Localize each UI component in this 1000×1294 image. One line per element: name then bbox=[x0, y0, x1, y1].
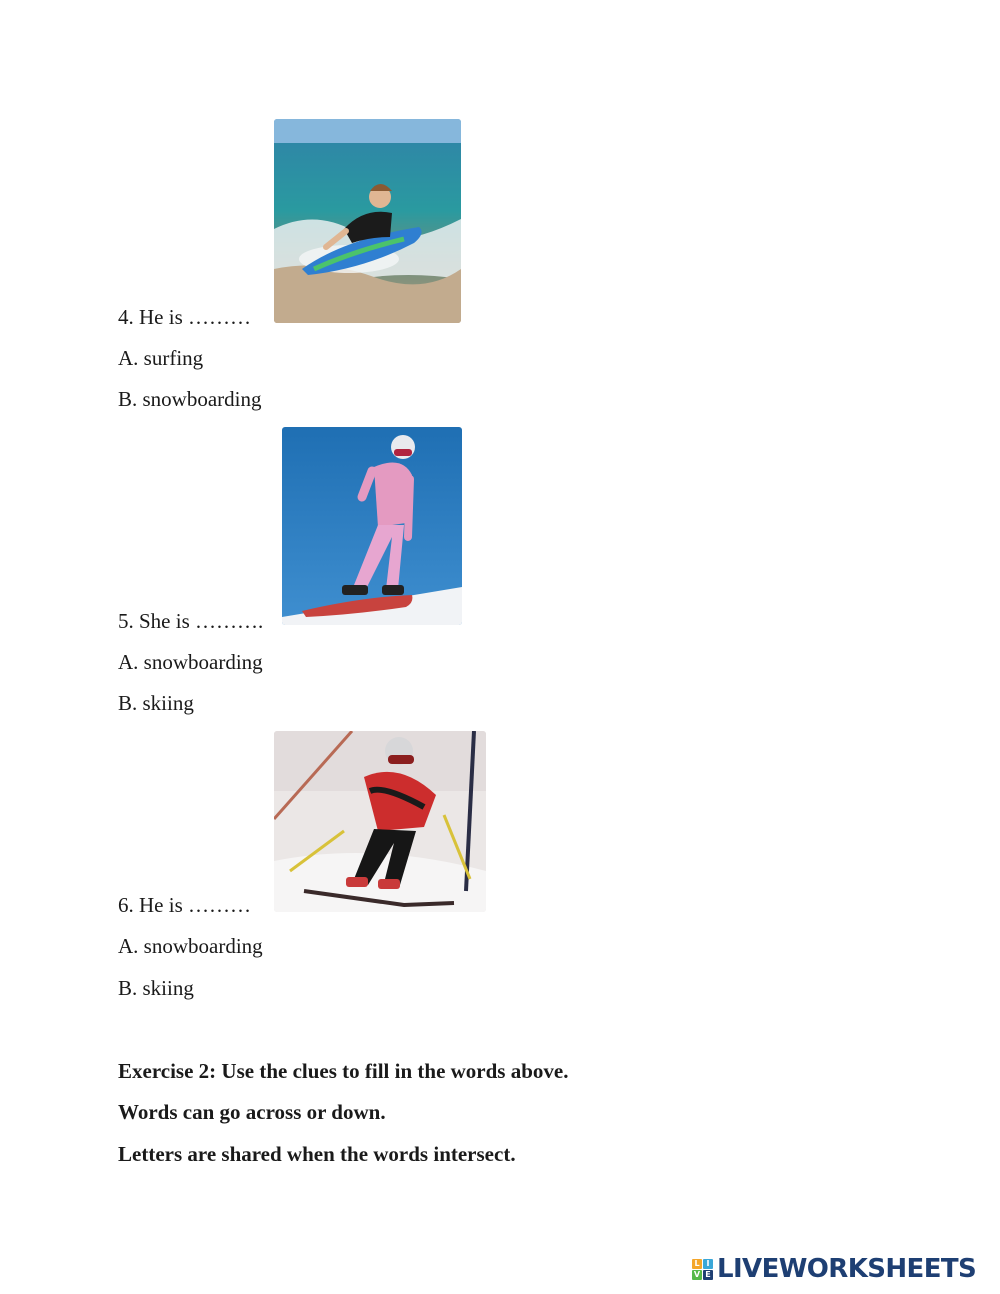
boy-skiing-photo bbox=[274, 731, 486, 912]
logo-mark-icon: L I V E bbox=[692, 1259, 713, 1280]
girl-snowboarding-photo bbox=[282, 427, 462, 625]
logo-text: LIVEWORKSHEETS bbox=[717, 1254, 977, 1284]
exercise-2-instruction-direction: Words can go across or down. bbox=[118, 1100, 386, 1124]
question-4-option-b[interactable]: B. snowboarding bbox=[118, 387, 262, 411]
exercise-2-heading: Exercise 2: Use the clues to fill in the words above. bbox=[118, 1059, 569, 1083]
question-5-prompt: 5. She is ………. bbox=[118, 609, 264, 633]
boy-bodyboarding-photo bbox=[274, 119, 461, 323]
exercise-2-instruction-intersect: Letters are shared when the words intersect. bbox=[118, 1142, 516, 1166]
question-6-option-b[interactable]: B. skiing bbox=[118, 976, 194, 1000]
liveworksheets-logo[interactable] bbox=[692, 1254, 976, 1284]
question-5-option-b[interactable]: B. skiing bbox=[118, 691, 194, 715]
question-4-option-a[interactable]: A. surfing bbox=[118, 346, 204, 370]
question-6-prompt: 6. He is ……… bbox=[118, 893, 251, 917]
question-6-option-a[interactable]: A. snowboarding bbox=[118, 934, 263, 958]
question-5-option-a[interactable]: A. snowboarding bbox=[118, 650, 263, 674]
question-4-prompt: 4. He is ……… bbox=[118, 305, 251, 329]
